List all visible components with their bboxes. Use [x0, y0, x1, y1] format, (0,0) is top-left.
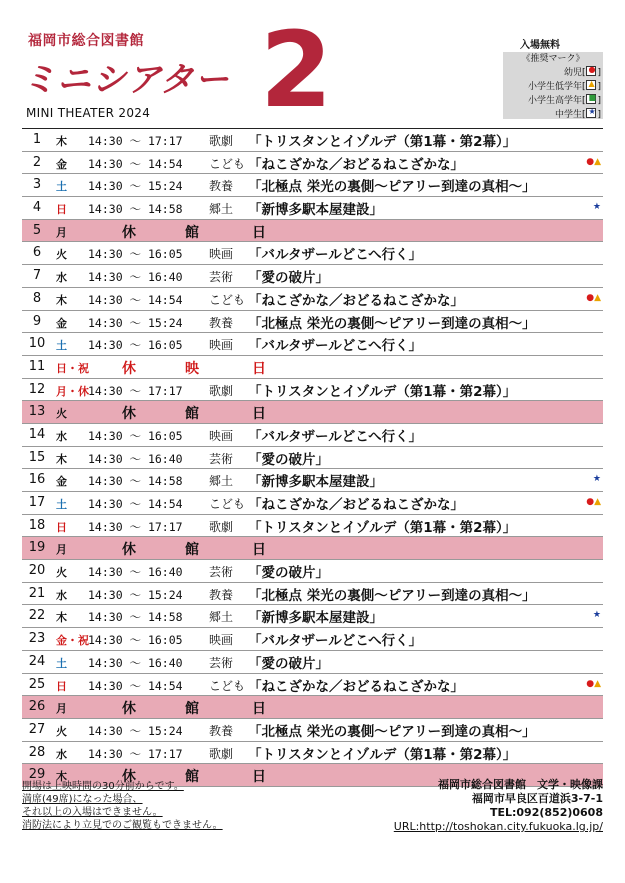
closed-label: 館: [185, 701, 199, 718]
day-number: 2: [32, 154, 42, 170]
page-title: ミニシアター: [22, 60, 230, 100]
contact-info: [394, 778, 603, 834]
screening-time: 14:30 ～ 16:40: [88, 565, 183, 580]
notes: [22, 780, 223, 832]
day-number: 14: [28, 426, 46, 442]
film-title: 「愛の破片」: [248, 655, 329, 672]
closed-label: 休: [122, 701, 136, 718]
day-number: 4: [32, 200, 42, 216]
day-of-week: 日: [56, 679, 67, 693]
website-link[interactable]: URL:http://toshokan.city.fukuoka.lg.jp/: [393, 820, 603, 833]
film-category: 芸術: [209, 655, 234, 670]
film-title: 「北極点 栄光の裏側～ピアリー到達の真相～」: [248, 723, 536, 740]
day-number: 9: [32, 313, 42, 329]
screening-time: 14:30 ～ 14:58: [88, 474, 183, 489]
day-of-week: 土: [56, 180, 67, 194]
table-row: [22, 447, 603, 470]
screening-time: 14:30 ～ 17:17: [88, 383, 183, 398]
film-category: 歌劇: [209, 134, 234, 148]
table-row: [22, 628, 603, 651]
yellow-triangle-icon: ▲: [594, 497, 601, 507]
screening-time: 14:30 ～ 15:24: [88, 179, 183, 194]
film-title: 「バルタザールどこへ行く」: [248, 633, 423, 650]
day-number: 11: [28, 358, 46, 374]
address: 福岡市早良区百道浜3-7-1: [471, 792, 603, 805]
green-square-icon: ■: [588, 93, 597, 102]
day-of-week: 土: [56, 339, 67, 353]
department-name: 福岡市総合図書館 文学・映像課: [438, 778, 603, 791]
film-title: 「トリスタンとイゾルデ（第1幕・第2幕）」: [248, 134, 517, 150]
day-of-week: 金・祝: [56, 634, 89, 648]
day-number: 5: [32, 222, 42, 238]
closed-label: 休: [122, 542, 136, 559]
day-number: 20: [28, 563, 46, 579]
closed-label: 休: [122, 769, 136, 786]
day-of-week: 火: [56, 407, 67, 421]
screening-time: 14:30 ～ 16:05: [88, 633, 183, 648]
legend-row: 小学生高学年[ ■ ]: [527, 93, 601, 106]
table-row: [22, 265, 603, 288]
table-row: [22, 469, 603, 492]
film-title: 「バルタザールどこへ行く」: [248, 247, 423, 264]
screening-time: 14:30 ～ 14:54: [88, 292, 183, 307]
screening-time: 14:30 ～ 14:54: [88, 497, 183, 511]
day-number: 29: [28, 767, 46, 783]
table-row: [22, 152, 603, 175]
no-screening-label: 映: [185, 360, 199, 377]
closed-label: 日: [252, 542, 266, 559]
day-of-week: 木: [56, 770, 67, 784]
month-number: 2: [260, 9, 333, 131]
phone-number: TEL:092(852)0608: [489, 806, 603, 819]
recommend-marks: [586, 497, 601, 507]
legend-label: 幼児: [563, 68, 582, 78]
film-category: 芸術: [209, 270, 234, 285]
screening-time: 14:30 ～ 16:05: [88, 338, 183, 353]
screening-time: 14:30 ～ 14:54: [88, 156, 183, 171]
legend-row: 中学生[ ★ ]: [554, 107, 601, 120]
film-category: 歌劇: [209, 746, 234, 761]
day-number: 10: [28, 336, 46, 352]
note-line: 開場は上映時間の30分前からです。: [22, 781, 184, 792]
legend-title: 《推奨マーク》: [521, 54, 585, 64]
film-title: 「トリスタンとイゾルデ（第1幕・第2幕）」: [248, 383, 517, 400]
legend-row: 幼児[ ● ]: [563, 65, 601, 78]
film-title: 「ねこざかな／おどるねこざかな」: [248, 678, 464, 695]
film-category: 教養: [209, 587, 234, 602]
film-category: 映画: [209, 428, 234, 443]
table-row: [22, 197, 603, 220]
film-title: 「愛の破片」: [248, 270, 329, 287]
note-line: それ以上の入場はできません。: [22, 807, 163, 818]
closed-label: 日: [252, 701, 266, 718]
day-number: 22: [28, 608, 46, 624]
day-of-week: 土: [56, 656, 67, 670]
film-title: 「バルタザールどこへ行く」: [248, 338, 423, 355]
day-of-week: 木: [56, 452, 67, 466]
legend-box: [503, 52, 603, 119]
day-number: 6: [32, 245, 42, 261]
closed-label: 館: [185, 406, 199, 423]
closed-label: 日: [252, 769, 266, 786]
table-row: [22, 674, 603, 697]
day-number: 24: [28, 653, 46, 669]
day-number: 13: [28, 404, 46, 420]
day-number: 15: [28, 449, 46, 465]
screening-time: 14:30 ～ 16:40: [88, 451, 183, 466]
day-number: 8: [32, 290, 42, 306]
day-number: 3: [32, 177, 42, 193]
day-of-week: 月・休: [56, 384, 89, 398]
screening-time: 14:30 ～ 14:54: [88, 678, 183, 693]
yellow-triangle-icon: ▲: [588, 79, 595, 88]
closed-label: 日: [252, 224, 266, 241]
screening-time: 14:30 ～ 17:17: [88, 134, 183, 148]
film-title: 「北極点 栄光の裏側～ピアリー到達の真相～」: [248, 179, 536, 196]
film-title: 「ねこざかな／おどるねこざかな」: [248, 292, 464, 309]
organization-name: 福岡市総合図書館: [28, 33, 144, 49]
film-title: 「愛の破片」: [248, 451, 329, 468]
table-row: [22, 515, 603, 538]
screening-time: 14:30 ～ 17:17: [88, 746, 183, 761]
table-row: [22, 333, 603, 356]
day-of-week: 火: [56, 566, 67, 580]
yellow-triangle-icon: ▲: [594, 678, 601, 689]
day-number: 1: [32, 132, 42, 147]
no-screening-label: 日: [252, 360, 266, 377]
blue-star-icon: ★: [592, 474, 601, 485]
film-category: 郷土: [209, 610, 234, 625]
table-row: [22, 560, 603, 583]
closed-day-row: [22, 537, 603, 560]
table-row: [22, 651, 603, 674]
film-category: 映画: [209, 247, 234, 262]
day-of-week: 金: [56, 475, 67, 489]
blue-star-icon: ★: [588, 107, 596, 116]
closed-day-row: [22, 220, 603, 243]
note-line: 消防法により立見でのご観覧もできません。: [22, 820, 223, 831]
day-of-week: 水: [56, 271, 67, 285]
red-dot-icon: ●: [586, 678, 595, 689]
day-of-week: 金: [56, 157, 67, 171]
closed-day-row: [22, 401, 603, 424]
film-category: 芸術: [209, 451, 234, 466]
no-screening-label: 休: [122, 360, 136, 377]
red-dot-icon: ●: [586, 292, 595, 303]
day-number: 18: [28, 517, 46, 533]
screening-time: 14:30 ～ 16:05: [88, 247, 183, 262]
closed-label: 日: [252, 406, 266, 423]
day-number: 27: [28, 721, 46, 737]
page-subtitle: MINI THEATER 2024: [26, 106, 151, 120]
day-of-week: 火: [56, 724, 67, 738]
day-of-week: 日・祝: [56, 361, 89, 375]
day-of-week: 日: [56, 203, 67, 217]
film-category: 教養: [209, 179, 234, 194]
table-row: [22, 174, 603, 197]
blue-star-icon: ★: [592, 202, 601, 213]
day-of-week: 火: [56, 248, 67, 262]
table-row: [22, 288, 603, 311]
recommend-marks: [586, 157, 601, 167]
film-title: 「北極点 栄光の裏側～ピアリー到達の真相～」: [248, 315, 536, 332]
film-category: こども: [209, 497, 246, 511]
screening-time: 14:30 ～ 15:24: [88, 587, 183, 602]
day-number: 26: [28, 699, 46, 715]
closed-day-row: [22, 696, 603, 719]
screening-time: 14:30 ～ 14:58: [88, 202, 183, 217]
screening-time: 14:30 ～ 16:40: [88, 270, 183, 285]
recommend-marks: [586, 679, 601, 689]
film-title: 「トリスタンとイゾルデ（第1幕・第2幕）」: [248, 746, 517, 763]
day-of-week: 土: [56, 498, 67, 511]
legend-label: 小学生低学年: [527, 82, 582, 92]
table-row: [22, 492, 603, 515]
admission-label: 入場無料: [520, 40, 560, 51]
film-category: 芸術: [209, 565, 234, 580]
table-row: [22, 379, 603, 402]
film-category: こども: [209, 678, 246, 693]
red-dot-icon: ●: [586, 497, 595, 507]
day-of-week: 月: [56, 225, 67, 239]
screening-time: 14:30 ～ 16:05: [88, 428, 183, 443]
table-row: [22, 424, 603, 447]
day-number: 7: [32, 268, 42, 284]
day-of-week: 月: [56, 702, 67, 716]
red-dot-icon: ●: [586, 156, 595, 167]
yellow-triangle-icon: ▲: [594, 156, 601, 167]
table-row: [22, 583, 603, 606]
day-of-week: 木: [56, 293, 67, 307]
film-category: 映画: [209, 338, 234, 353]
film-title: 「ねこざかな／おどるねこざかな」: [248, 497, 464, 513]
blue-star-icon: ★: [592, 610, 601, 621]
day-of-week: 木: [56, 611, 67, 625]
film-category: こども: [209, 292, 246, 307]
day-of-week: 木: [56, 135, 67, 148]
film-category: 歌劇: [209, 383, 234, 398]
closed-label: 休: [122, 406, 136, 423]
day-of-week: 水: [56, 429, 67, 443]
legend-row: 小学生低学年[ ▲ ]: [527, 79, 601, 92]
film-title: 「北極点 栄光の裏側～ピアリー到達の真相～」: [248, 587, 536, 604]
day-number: 23: [28, 631, 46, 647]
screening-time: 14:30 ～ 17:17: [88, 519, 183, 534]
note-line: 満席(49席)になった場合、: [22, 794, 143, 805]
recommend-marks: [586, 293, 601, 303]
film-title: 「新博多駅本屋建設」: [248, 474, 383, 491]
film-category: 教養: [209, 315, 234, 330]
screening-time: 14:30 ～ 15:24: [88, 723, 183, 738]
table-row: [22, 719, 603, 742]
film-category: 郷土: [209, 474, 234, 489]
day-of-week: 月: [56, 543, 67, 557]
red-dot-icon: ●: [588, 65, 596, 74]
table-row: [22, 356, 603, 379]
film-title: 「ねこざかな／おどるねこざかな」: [248, 156, 464, 173]
screening-time: 14:30 ～ 14:58: [88, 610, 183, 625]
day-number: 16: [28, 472, 46, 488]
closed-label: 館: [185, 769, 199, 786]
day-number: 28: [28, 744, 46, 760]
day-of-week: 金: [56, 316, 67, 330]
table-row: [22, 311, 603, 334]
table-row: [22, 129, 603, 152]
closed-label: 休: [122, 224, 136, 241]
day-number: 25: [28, 676, 46, 692]
closed-label: 館: [185, 542, 199, 559]
film-title: 「新博多駅本屋建設」: [248, 202, 383, 219]
screening-time: 14:30 ～ 16:40: [88, 655, 183, 670]
day-of-week: 日: [56, 520, 67, 534]
screening-time: 14:30 ～ 15:24: [88, 315, 183, 330]
film-category: こども: [209, 156, 246, 171]
day-number: 21: [28, 585, 46, 601]
film-category: 映画: [209, 633, 234, 648]
table-row: [22, 242, 603, 265]
legend-label: 中学生: [554, 110, 582, 120]
day-number: 12: [28, 381, 46, 397]
film-title: 「トリスタンとイゾルデ（第1幕・第2幕）」: [248, 519, 517, 536]
closed-label: 館: [185, 224, 199, 241]
film-category: 歌劇: [209, 519, 234, 534]
film-title: 「新博多駅本屋建設」: [248, 610, 383, 627]
table-row: [22, 605, 603, 628]
day-of-week: 水: [56, 747, 67, 761]
film-title: 「愛の破片」: [248, 565, 329, 582]
film-title: 「バルタザールどこへ行く」: [248, 428, 423, 445]
schedule-table: [22, 128, 603, 787]
day-of-week: 水: [56, 588, 67, 602]
film-category: 郷土: [209, 202, 234, 217]
yellow-triangle-icon: ▲: [594, 292, 601, 303]
day-number: 17: [28, 495, 46, 510]
day-number: 19: [28, 540, 46, 556]
film-category: 教養: [209, 723, 234, 738]
table-row: [22, 742, 603, 765]
legend-label: 小学生高学年: [527, 96, 582, 106]
